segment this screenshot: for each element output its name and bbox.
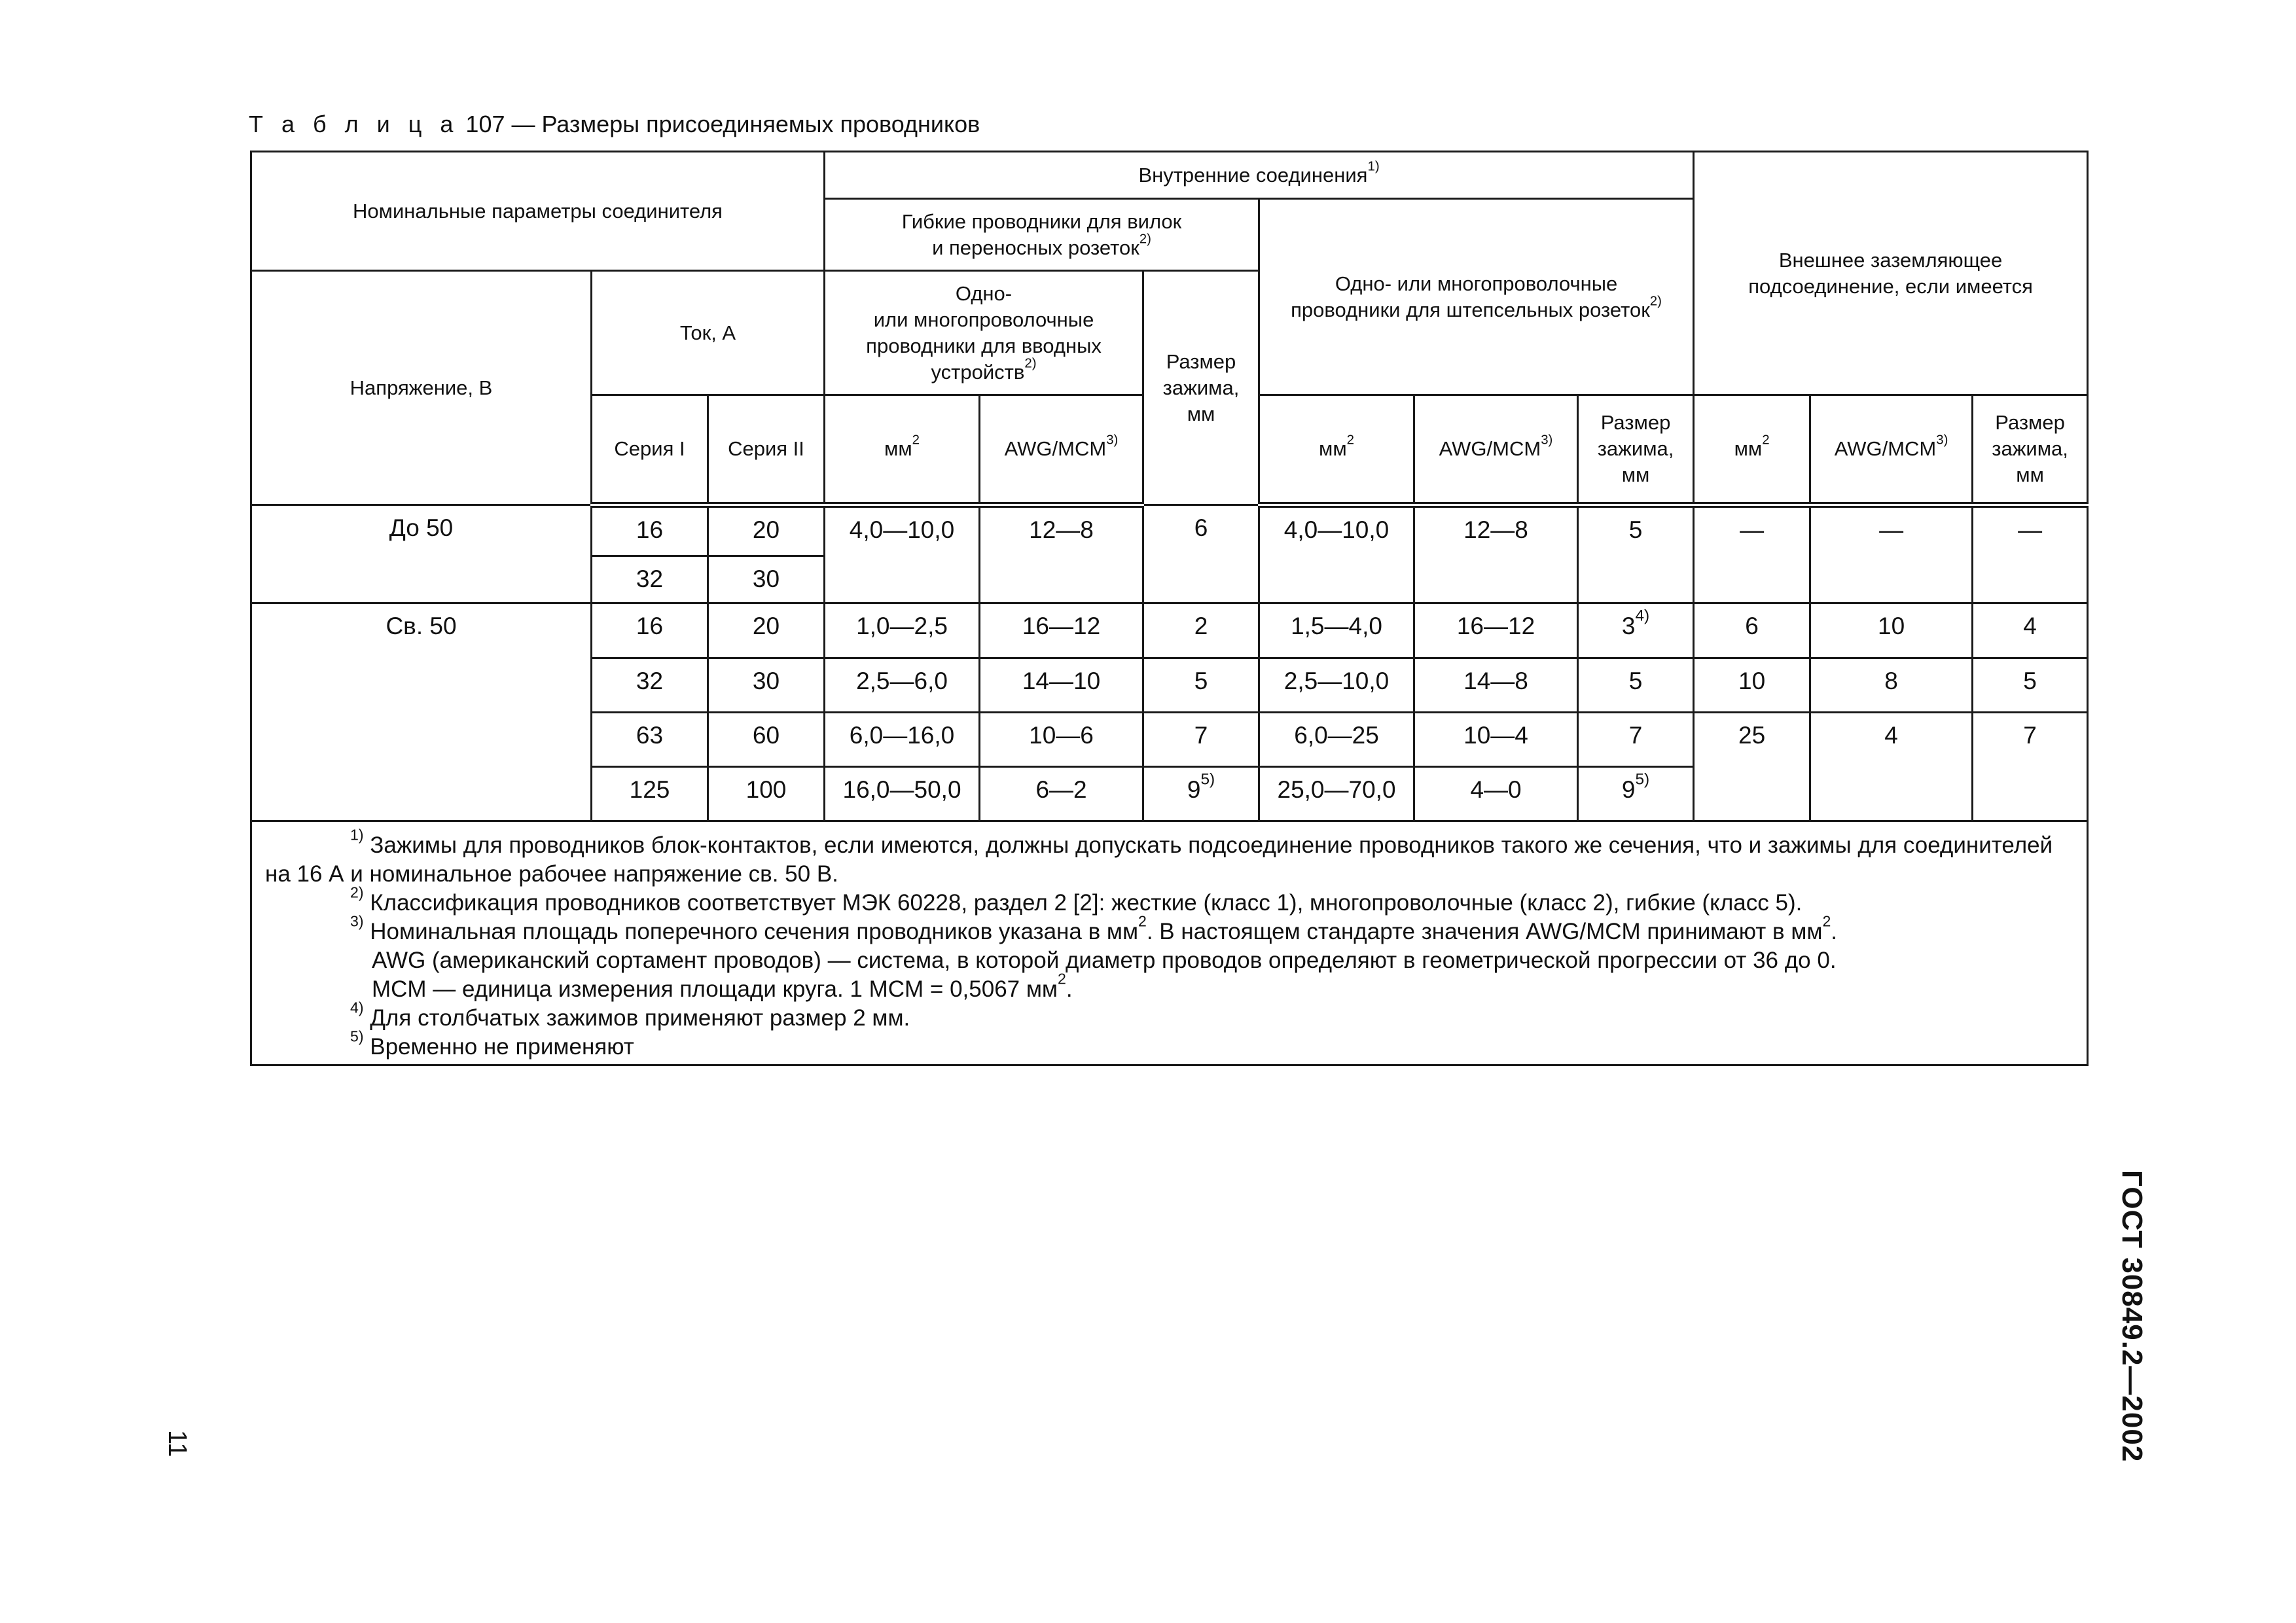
input-mm2-cell: 4,0—10,0	[825, 505, 980, 603]
external-awg-cell: 8	[1810, 658, 1973, 713]
footnote-5: $^{5)}$ Временно не применяют	[350, 1027, 634, 1060]
header-socket-conductors: Одно- или многопроволочные проводники для штепсельных розеток$^{2)}$	[1259, 199, 1694, 395]
external-mm2-cell: 25	[1694, 713, 1810, 821]
header-current: Ток, А	[592, 271, 825, 395]
table-row	[251, 505, 2088, 556]
socket-awg-cell: 14—8	[1414, 658, 1578, 713]
footnote-1: $^{1)}$ Зажимы для проводников блок-контактов, если имеются, должны допускать подсоединение проводников такого же сечения, что и зажимы для соединителей на 16 А и номинальное рабочее напряжение св. 50 В.	[265, 826, 2053, 887]
header-voltage: Напряжение, В	[251, 271, 592, 505]
header-nominal-params: Номинальные параметры соединителя	[251, 152, 825, 271]
external-clamp-cell: 7	[1973, 713, 2088, 821]
input-awg-cell: 14—10	[980, 658, 1143, 713]
footnote-3-awg: AWG (американский сортамент проводов) — система, в которой диаметр проводов определяют в геометрической прогрессии от 36 до 0.	[372, 948, 1837, 973]
series-2-cell: 20	[708, 603, 825, 658]
series-1-cell: 63	[592, 713, 708, 767]
footnote-3-mcm: MCM — единица измерения площади круга. 1 MCM = 0,5067 $мм^2$.	[372, 970, 1073, 1002]
series-2-cell: 60	[708, 713, 825, 767]
header-socket-awg: AWG/MCM$^{3)}$	[1414, 395, 1578, 505]
socket-clamp-cell: 5	[1578, 658, 1694, 713]
input-clamp-cell: 9$^{5)}$	[1143, 767, 1259, 821]
input-awg-cell: 12—8	[980, 505, 1143, 603]
table-caption	[249, 109, 980, 140]
header-external-awg: AWG/MCM$^{3)}$	[1810, 395, 1973, 505]
header-internal-connections: Внутренние соединения$^{1)}$	[825, 152, 1694, 199]
socket-clamp-cell: 5	[1578, 505, 1694, 603]
header-external-mm2: $мм^2$	[1694, 395, 1810, 505]
document-code: ГОСТ 30849.2—2002	[2116, 1170, 2148, 1463]
header-external-clamp-size: Размер зажима, мм	[1973, 395, 2088, 505]
external-mm2-cell: —	[1694, 505, 1810, 603]
socket-awg-cell: 16—12	[1414, 603, 1578, 658]
input-clamp-cell: 7	[1143, 713, 1259, 767]
input-mm2-cell: 1,0—2,5	[825, 603, 980, 658]
footnote-4: $^{4)}$ Для столбчатых зажимов применяют размер 2 мм.	[350, 999, 910, 1031]
socket-mm2-cell: 2,5—10,0	[1259, 658, 1414, 713]
series-1-cell: 125	[592, 767, 708, 821]
series-1-cell: 32	[592, 658, 708, 713]
table-footnotes	[251, 821, 2088, 1065]
socket-clamp-cell: 7	[1578, 713, 1694, 767]
series-2-cell: 100	[708, 767, 825, 821]
series-2-cell: 20	[708, 505, 825, 556]
series-2-cell: 30	[708, 658, 825, 713]
input-awg-cell: 16—12	[980, 603, 1143, 658]
header-series-1: Серия I	[592, 395, 708, 505]
socket-mm2-cell: 4,0—10,0	[1259, 505, 1414, 603]
header-input-clamp-size: Размер зажима, мм	[1143, 271, 1259, 505]
header-socket-mm2: $мм^2$	[1259, 395, 1414, 505]
header-socket-clamp-size: Размер зажима, мм	[1578, 395, 1694, 505]
external-clamp-cell: 4	[1973, 603, 2088, 658]
header-input-awg: AWG/MCM$^{3)}$	[980, 395, 1143, 505]
external-awg-cell: 10	[1810, 603, 1973, 658]
voltage-cell: До 50	[251, 505, 592, 603]
series-2-cell: 30	[708, 556, 825, 603]
external-clamp-cell: —	[1973, 505, 2088, 603]
input-mm2-cell: 16,0—50,0	[825, 767, 980, 821]
caption-label: Т а б л и ц а	[249, 111, 459, 137]
input-clamp-cell: 2	[1143, 603, 1259, 658]
footnote-3: $^{3)}$ Номинальная площадь поперечного сечения проводников указана в $мм^2$. В настоящем стандарте значения AWG/MCM принимают в $мм^2$.	[350, 912, 1838, 944]
socket-awg-cell: 10—4	[1414, 713, 1578, 767]
input-clamp-cell: 6	[1143, 505, 1259, 603]
input-awg-cell: 6—2	[980, 767, 1143, 821]
external-mm2-cell: 6	[1694, 603, 1810, 658]
header-input-conductors: Одно- или многопроволочные проводники для вводных устройств$^{2)}$	[825, 271, 1143, 395]
socket-mm2-cell: 25,0—70,0	[1259, 767, 1414, 821]
caption-text: 107 — Размеры присоединяемых проводников	[465, 111, 980, 137]
input-mm2-cell: 2,5—6,0	[825, 658, 980, 713]
conductor-size-table	[250, 151, 2089, 1066]
socket-awg-cell: 12—8	[1414, 505, 1578, 603]
input-mm2-cell: 6,0—16,0	[825, 713, 980, 767]
header-input-mm2: $мм^2$	[825, 395, 980, 505]
socket-mm2-cell: 6,0—25	[1259, 713, 1414, 767]
header-external-grounding: Внешнее заземляющее подсоединение, если имеется	[1694, 152, 2088, 395]
socket-clamp-cell: 9$^{5)}$	[1578, 767, 1694, 821]
external-awg-cell: 4	[1810, 713, 1973, 821]
external-mm2-cell: 10	[1694, 658, 1810, 713]
table-row	[251, 603, 2088, 658]
header-series-2: Серия II	[708, 395, 825, 505]
series-1-cell: 16	[592, 603, 708, 658]
socket-clamp-cell: 3$^{4)}$	[1578, 603, 1694, 658]
input-awg-cell: 10—6	[980, 713, 1143, 767]
external-clamp-cell: 5	[1973, 658, 2088, 713]
voltage-cell: Св. 50	[251, 603, 592, 821]
series-1-cell: 32	[592, 556, 708, 603]
series-1-cell: 16	[592, 505, 708, 556]
page-number: 11	[163, 1430, 192, 1457]
socket-mm2-cell: 1,5—4,0	[1259, 603, 1414, 658]
input-clamp-cell: 5	[1143, 658, 1259, 713]
header-flexible-conductors: Гибкие проводники для вилок и переносных розеток$^{2)}$	[825, 199, 1259, 271]
socket-awg-cell: 4—0	[1414, 767, 1578, 821]
external-awg-cell: —	[1810, 505, 1973, 603]
footnote-2: $^{2)}$ Классификация проводников соответствует МЭК 60228, раздел 2 [2]: жесткие (класс 1), многопроволочные (класс 2), гибкие (класс 5).	[350, 883, 1803, 916]
